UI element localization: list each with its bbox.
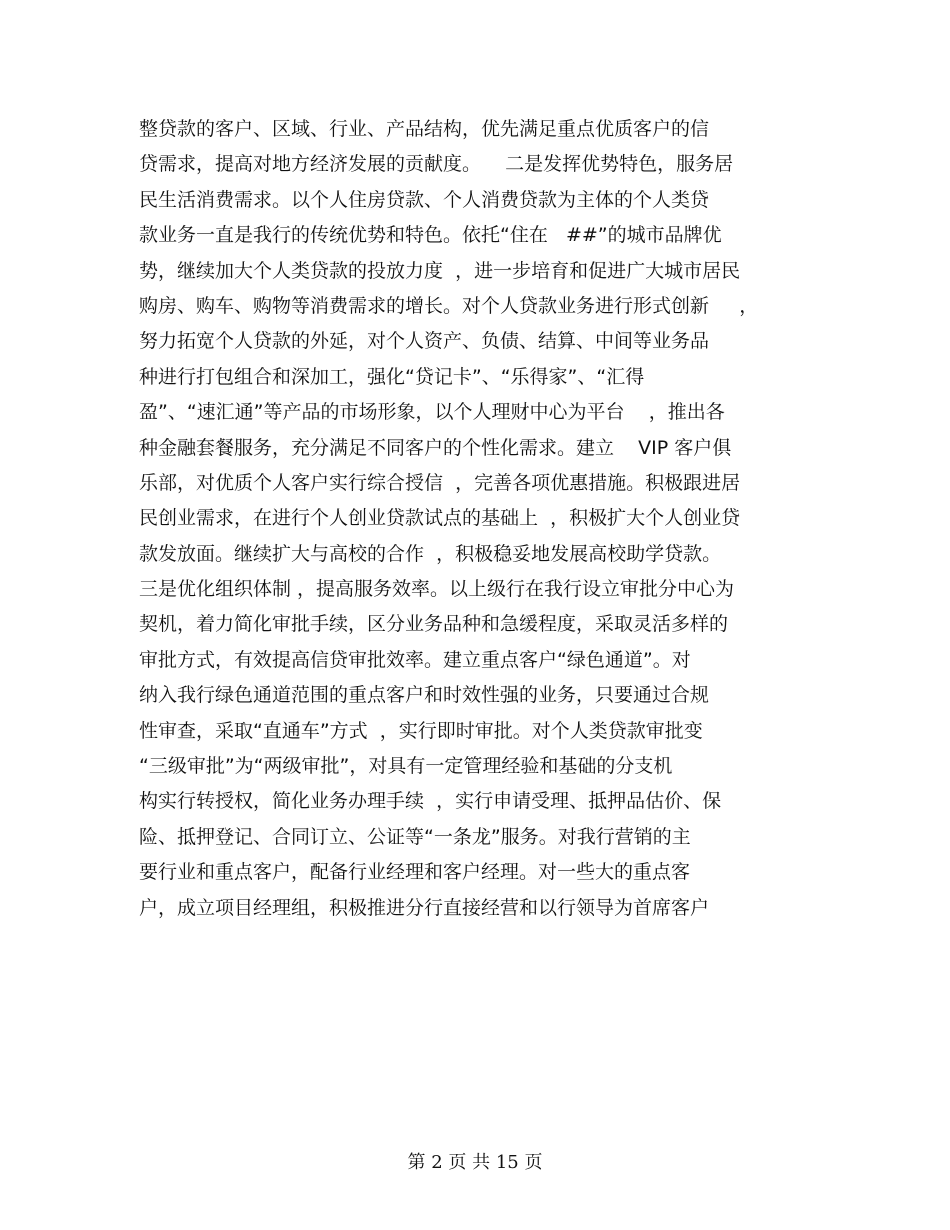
text-line: 款发放面。继续扩大与高校的合作 ，积极稳妥地发展高校助学贷款。 [139, 542, 722, 565]
text-line: 构实行转授权，简化业务办理手续 ，实行申请受理、抵押品估价、保 [139, 790, 722, 813]
text-line: 势，继续加大个人类贷款的投放力度 ，进一步培育和促进广大城市居民 [139, 259, 741, 282]
text-line: 要行业和重点客户，配备行业经理和客户经理。对一些大的重点客 [139, 861, 691, 884]
text-line: 整贷款的客户、区域、行业、产品结构，优先满足重点优质客户的信 [139, 118, 710, 140]
document-body [139, 112, 819, 926]
text-line: 险、抵押登记、合同订立、公证等“一条龙”服务。对我行营销的主 [139, 825, 691, 848]
text-line: 贷需求，提高对地方经济发展的贡献度。 二是发挥优势特色，服务居 [139, 153, 734, 176]
text-line: 购房、购车、购物等消费需求的增长。对个人贷款业务进行形式创新 ， [139, 294, 759, 317]
text-line: 种进行打包组合和深加工，强化“贷记卡”、“乐得家”、“汇得 [139, 365, 645, 388]
text-line: 款业务一直是我行的传统优势和特色。依托“住在 ##”的城市品牌优 [139, 224, 722, 247]
text-line: “三级审批”为“两级审批”，对具有一定管理经验和基础的分支机 [139, 755, 673, 778]
text-line: 三是优化组织体制 ，提高服务效率。以上级行在我行设立审批分中心为 [139, 578, 735, 601]
text-line: 审批方式，有效提高信贷审批效率。建立重点客户“绿色通道”。对 [139, 648, 691, 671]
text-line: 契机，着力简化审批手续，区分业务品种和急缓程度，采取灵活多样的 [139, 613, 729, 636]
text-line: 种金融套餐服务，充分满足不同客户的个性化需求。建立 VIP 客户俱 [139, 436, 732, 459]
text-line: 性审查，采取“直通车”方式 ，实行即时审批。对个人类贷款审批变 [139, 719, 703, 742]
text-line: 民创业需求，在进行个人创业贷款试点的基础上 ，积极扩大个人创业贷 [139, 507, 741, 530]
page-number-footer: 第 2 页 共 15 页 [407, 1152, 543, 1173]
text-line: 努力拓宽个人贷款的外延，对个人资产、负债、结算、中间等业务品 [139, 330, 710, 353]
text-line: 乐部，对优质个人客户实行综合授信 ，完善各项优惠措施。积极跟进居 [139, 471, 741, 494]
text-line: 盈”、“速汇通”等产品的市场形象，以个人理财中心为平台 ，推出各 [139, 401, 725, 424]
text-line: 纳入我行绿色通道范围的重点客户和时效性强的业务，只要通过合规 [139, 684, 710, 707]
text-line: 民生活消费需求。以个人住房贷款、个人消费贷款为主体的个人类贷 [139, 188, 710, 211]
text-line: 户，成立项目经理组，积极推进分行直接经营和以行领导为首席客户 [139, 896, 710, 919]
